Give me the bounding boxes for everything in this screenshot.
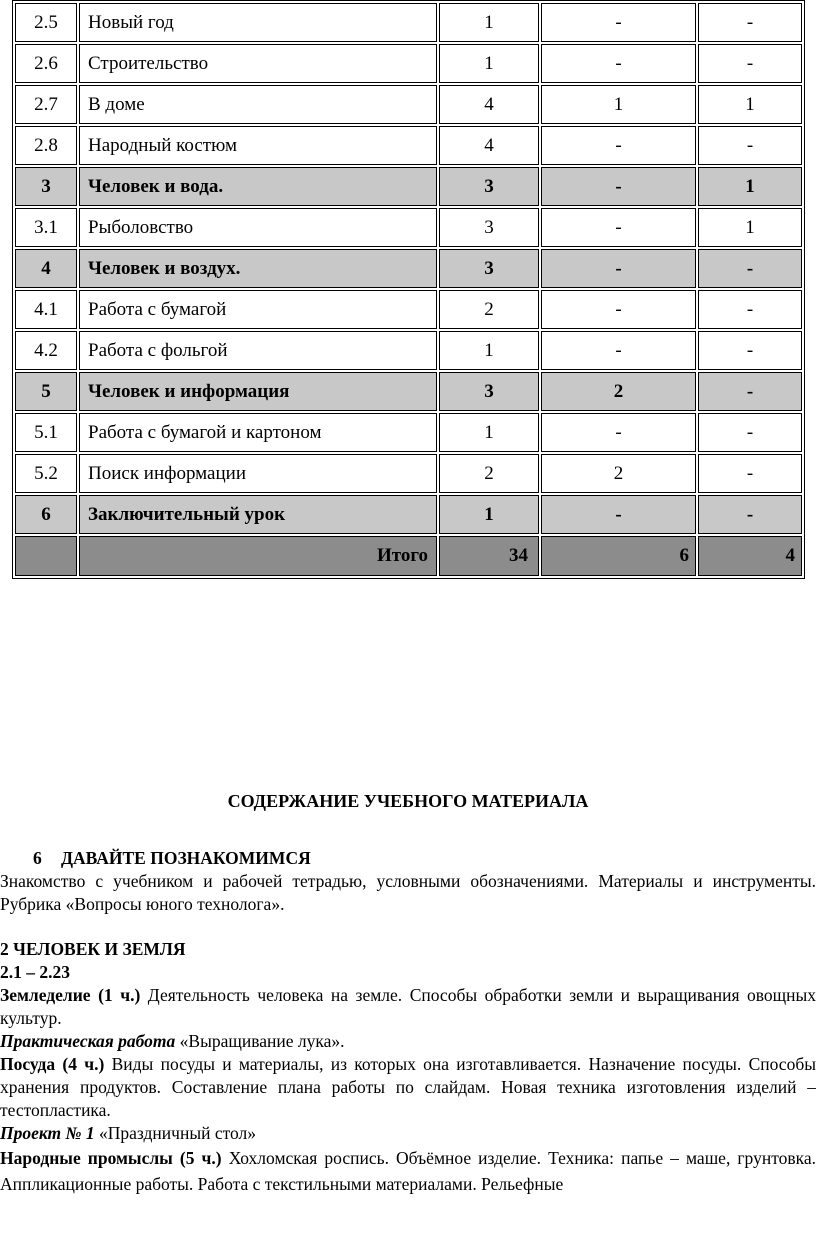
content-heading: СОДЕРЖАНИЕ УЧЕБНОГО МАТЕРИАЛА bbox=[227, 791, 589, 811]
row-number: 3 bbox=[15, 167, 77, 206]
section-title-text: ДАВАЙТЕ ПОЗНАКОМИМСЯ bbox=[61, 848, 311, 868]
section-number: 6 bbox=[33, 848, 42, 868]
row-number: 6 bbox=[15, 495, 77, 534]
row-col3: - bbox=[698, 44, 802, 83]
total-col3: 4 bbox=[698, 536, 802, 576]
row-topic: Работа с бумагой и картоном bbox=[79, 413, 437, 452]
row-col2: - bbox=[541, 44, 696, 83]
row-topic: Заключительный урок bbox=[79, 495, 437, 534]
row-topic: Новый год bbox=[79, 3, 437, 42]
row-col3: 1 bbox=[698, 167, 802, 206]
row-topic: Работа с фольгой bbox=[79, 331, 437, 370]
section-title-intro bbox=[33, 847, 816, 870]
paragraph-lead: Практическая работа bbox=[0, 1031, 176, 1051]
row-hours: 1 bbox=[439, 331, 539, 370]
row-number: 5.1 bbox=[15, 413, 77, 452]
row-number: 4.1 bbox=[15, 290, 77, 329]
paragraph-body: Виды посуды и материалы, из которых она изготавливается. Назначение посуды. Способы хранения продуктов. Составление плана работы по слайдам. Новая техника изготовления изделий – тестопластика. bbox=[0, 1054, 816, 1120]
paragraph-lead: Проект № 1 bbox=[0, 1123, 95, 1143]
row-topic: Работа с бумагой bbox=[79, 290, 437, 329]
row-col3: - bbox=[698, 249, 802, 288]
section-title-earth: 2 ЧЕЛОВЕК И ЗЕМЛЯ bbox=[0, 939, 186, 959]
row-col3: - bbox=[698, 331, 802, 370]
table-row bbox=[15, 331, 802, 370]
row-hours: 3 bbox=[439, 249, 539, 288]
table-row bbox=[15, 454, 802, 493]
paragraph-crafts bbox=[0, 1145, 816, 1197]
table-row bbox=[15, 126, 802, 165]
row-col3: - bbox=[698, 290, 802, 329]
row-hours: 1 bbox=[439, 44, 539, 83]
paragraph-body: Деятельность человека на земле. Способы обработки земли и выращивания овощных культур. bbox=[0, 985, 816, 1028]
row-hours: 2 bbox=[439, 290, 539, 329]
section-row bbox=[15, 372, 802, 411]
row-hours: 3 bbox=[439, 167, 539, 206]
row-col3: - bbox=[698, 372, 802, 411]
row-topic: Человек и вода. bbox=[79, 167, 437, 206]
row-number: 5 bbox=[15, 372, 77, 411]
row-number: 2.8 bbox=[15, 126, 77, 165]
row-number: 5.2 bbox=[15, 454, 77, 493]
paragraph-lead: Народные промыслы (5 ч.) bbox=[0, 1148, 222, 1168]
row-topic: Человек и информация bbox=[79, 372, 437, 411]
row-col2: - bbox=[541, 126, 696, 165]
row-topic: В доме bbox=[79, 85, 437, 124]
row-number: 4 bbox=[15, 249, 77, 288]
row-col2: 2 bbox=[541, 454, 696, 493]
row-number: 2.6 bbox=[15, 44, 77, 83]
total-col2: 6 bbox=[541, 536, 696, 576]
row-number: 4.2 bbox=[15, 331, 77, 370]
row-col3: 1 bbox=[698, 85, 802, 124]
table-row bbox=[15, 290, 802, 329]
row-col2: - bbox=[541, 495, 696, 534]
row-topic: Поиск информации bbox=[79, 454, 437, 493]
row-col2: - bbox=[541, 3, 696, 42]
row-hours: 4 bbox=[439, 126, 539, 165]
lesson-plan-table bbox=[12, 0, 805, 579]
paragraph-practical bbox=[0, 1030, 816, 1053]
paragraph-lead: Посуда (4 ч.) bbox=[0, 1054, 105, 1074]
row-number: 2.7 bbox=[15, 85, 77, 124]
row-hours: 2 bbox=[439, 454, 539, 493]
total-hours: 34 bbox=[439, 536, 539, 576]
row-hours: 3 bbox=[439, 372, 539, 411]
paragraph-body: «Выращивание лука». bbox=[175, 1031, 345, 1051]
row-col3: - bbox=[698, 3, 802, 42]
row-topic: Рыболовство bbox=[79, 208, 437, 247]
row-col2: 1 bbox=[541, 85, 696, 124]
row-col3: - bbox=[698, 413, 802, 452]
row-number: 2.5 bbox=[15, 3, 77, 42]
lesson-plan-body bbox=[15, 3, 802, 534]
total-row bbox=[15, 536, 802, 576]
row-col3: 1 bbox=[698, 208, 802, 247]
paragraph-body: «Праздничный стол» bbox=[94, 1123, 257, 1143]
row-hours: 4 bbox=[439, 85, 539, 124]
paragraph-dishes bbox=[0, 1053, 816, 1122]
section-row bbox=[15, 167, 802, 206]
row-col2: - bbox=[541, 290, 696, 329]
section-row bbox=[15, 249, 802, 288]
row-number: 3.1 bbox=[15, 208, 77, 247]
row-topic: Строительство bbox=[79, 44, 437, 83]
table-row bbox=[15, 44, 802, 83]
row-hours: 3 bbox=[439, 208, 539, 247]
section-row bbox=[15, 495, 802, 534]
row-topic: Человек и воздух. bbox=[79, 249, 437, 288]
table-row bbox=[15, 413, 802, 452]
total-label: Итого bbox=[79, 536, 437, 576]
paragraph-agriculture bbox=[0, 984, 816, 1030]
row-hours: 1 bbox=[439, 495, 539, 534]
table-row bbox=[15, 208, 802, 247]
row-col2: - bbox=[541, 249, 696, 288]
table-row bbox=[15, 3, 802, 42]
row-col3: - bbox=[698, 454, 802, 493]
row-col2: - bbox=[541, 208, 696, 247]
intro-paragraph: Знакомство с учебником и рабочей тетрадью, условными обозначениями. Материалы и инструменты. Рубрика «Вопросы юного технолога». bbox=[0, 871, 816, 914]
row-col3: - bbox=[698, 495, 802, 534]
row-hours: 1 bbox=[439, 413, 539, 452]
row-col2: 2 bbox=[541, 372, 696, 411]
row-col3: - bbox=[698, 126, 802, 165]
paragraph-project bbox=[0, 1122, 816, 1145]
section-range: 2.1 – 2.23 bbox=[0, 962, 70, 982]
row-topic: Народный костюм bbox=[79, 126, 437, 165]
content-section bbox=[0, 790, 816, 1197]
paragraph-body: Хохломская роспись. Объёмное изделие. Техника: папье – маше, грунтовка. Аппликационные работы. Работа с текстильными материалами. Рельефные bbox=[0, 1148, 816, 1194]
total-empty-cell bbox=[15, 536, 77, 576]
row-col2: - bbox=[541, 167, 696, 206]
table-row bbox=[15, 85, 802, 124]
row-col2: - bbox=[541, 413, 696, 452]
paragraph-lead: Земледелие (1 ч.) bbox=[0, 985, 141, 1005]
row-col2: - bbox=[541, 331, 696, 370]
row-hours: 1 bbox=[439, 3, 539, 42]
